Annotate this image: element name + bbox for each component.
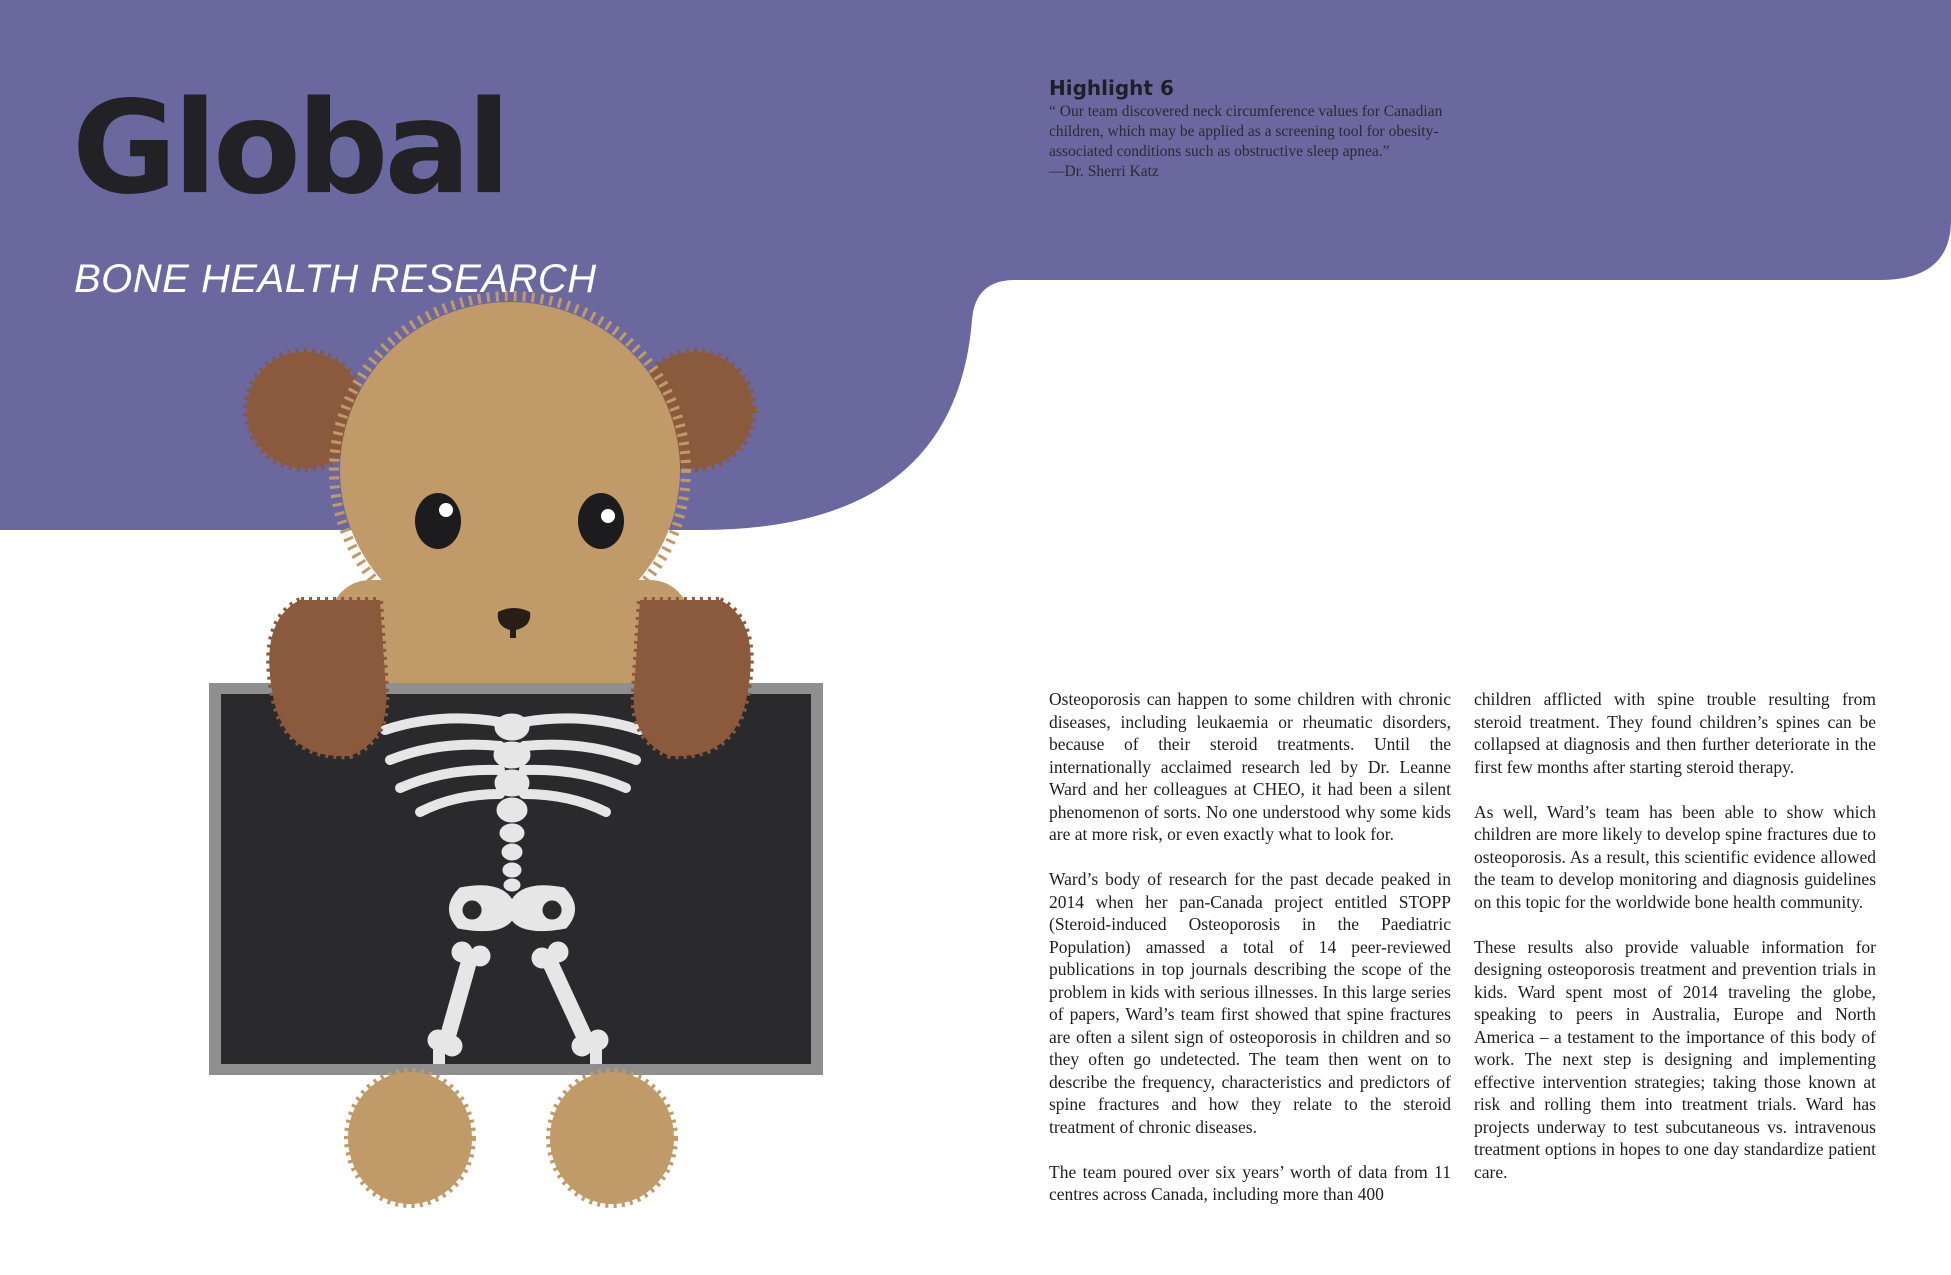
- page-subtitle: BONE HEALTH RESEARCH: [74, 257, 597, 301]
- highlight-box: [1049, 76, 1449, 182]
- article-column-right: [1474, 688, 1876, 1183]
- article-paragraph: children afflicted with spine trouble resulting from steroid treatment. They found children’s spines can be collapsed at diagnosis and then further deteriorate in the first few months after starting steroid therapy.: [1474, 689, 1876, 777]
- highlight-attribution: —Dr. Sherri Katz: [1049, 163, 1159, 180]
- highlight-quote: “ Our team discovered neck circumference values for Canadian children, which may be applied as a screening tool for obesity-associated conditions such as obstructive sleep apnea.”: [1049, 103, 1443, 160]
- article-paragraph: Ward’s body of research for the past decade peaked in 2014 when her pan-Canada project entitled STOPP (Steroid-induced Osteoporosis in the Paediatric Population) amassed a total of 14 peer-reviewed publications in top journals describing the scope of the problem in kids with serious illnesses. In this large series of papers, Ward’s team first showed that spine fractures are often a silent sign of osteoporosis in children and so they often go undetected. The team then went on to describe the frequency, characteristics and predictors of spine fractures and how they relate to the steroid treatment of chronic diseases.: [1049, 869, 1451, 1137]
- article-column-left: [1049, 688, 1451, 1206]
- article-paragraph: These results also provide valuable information for designing osteoporosis treatment and prevention trials in kids. Ward spent most of 2014 traveling the globe, speaking to peers in Australia, Europe and North America – a testament to the importance of this body of work. The next step is designing and implementing effective intervention strategies; taking those known at risk and rolling them into treatment trials. Ward has projects underway to test subcutaneous vs. intravenous treatment options in hopes to one day standardize patient care.: [1474, 936, 1876, 1182]
- article-paragraph: As well, Ward’s team has been able to show which children are more likely to develop spine fractures due to osteoporosis. As a result, this scientific evidence allowed the team to develop monitoring and diagnosis guidelines on this topic for the worldwide bone health community.: [1474, 801, 1876, 912]
- article-paragraph: The team poured over six years’ worth of data from 11 centres across Canada, including more than 400: [1049, 1161, 1451, 1204]
- highlight-heading: Highlight 6: [1049, 76, 1174, 100]
- page-title: Global: [72, 74, 507, 223]
- article-paragraph: Osteoporosis can happen to some children with chronic diseases, including leukaemia or rheumatic disorders, because of their steroid treatments. Until the internationally acclaimed research led by Dr. Leanne Ward and her colleagues at CHEO, it had been a silent phenomenon of sorts. No one understood why some kids are at more risk, or even exactly what to look for.: [1049, 689, 1451, 844]
